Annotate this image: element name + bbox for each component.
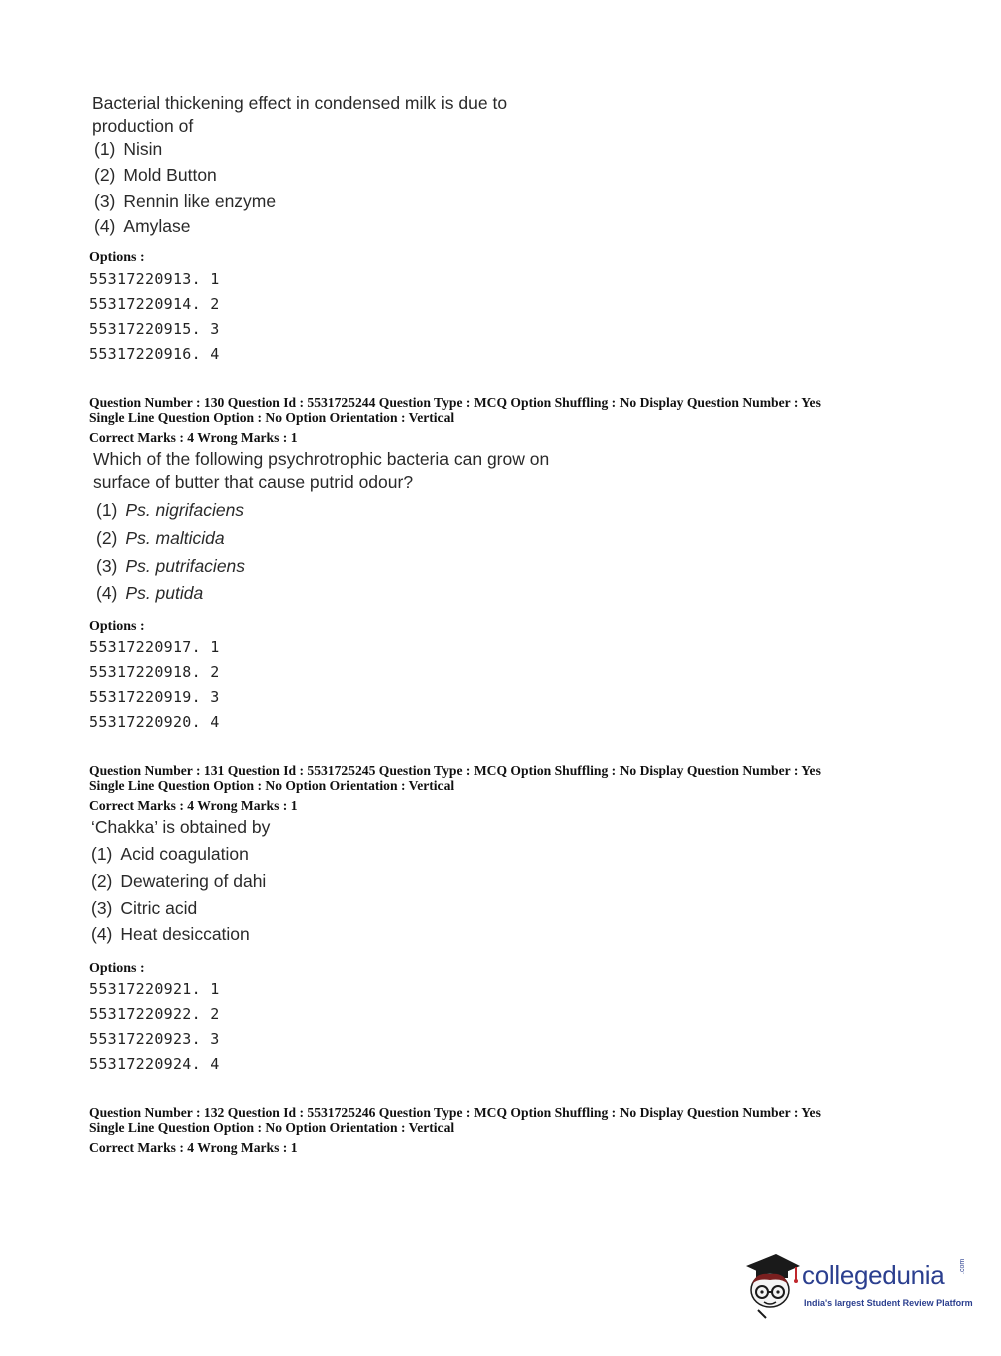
option-code: 55317220915. 3: [89, 320, 220, 338]
question-text: [92, 92, 507, 138]
option-code: 55317220924. 4: [89, 1055, 220, 1073]
answer-option: [91, 844, 249, 865]
option-text: Citric acid: [120, 898, 198, 918]
question-marks: Correct Marks : 4 Wrong Marks : 1: [89, 430, 298, 445]
option-code: 55317220916. 4: [89, 345, 220, 363]
option-text: Mold Button: [123, 165, 217, 185]
option-code: 55317220920. 4: [89, 713, 220, 731]
question-meta: Single Line Question Option : No Option Orientation : Vertical: [89, 410, 455, 425]
option-number: (2): [96, 528, 118, 548]
answer-option: [94, 191, 276, 212]
option-code: 55317220913. 1: [89, 270, 220, 288]
question-meta: Single Line Question Option : No Option Orientation : Vertical: [89, 1120, 455, 1135]
option-text: Ps. putida: [125, 583, 204, 603]
answer-option: [91, 871, 266, 892]
question-meta: Question Number : 132 Question Id : 5531725246 Question Type : MCQ Option Shuffling : No Display Question Number : Yes: [89, 1105, 821, 1120]
collegedunia-logo: [742, 1248, 972, 1320]
option-code: 55317220923. 3: [89, 1030, 220, 1048]
option-code: 55317220914. 2: [89, 295, 220, 313]
option-number: (4): [96, 583, 118, 603]
question-marks: Correct Marks : 4 Wrong Marks : 1: [89, 798, 298, 813]
options-label: Options :: [89, 619, 145, 634]
logo-tagline: India's largest Student Review Platform: [804, 1298, 973, 1308]
option-number: (2): [91, 871, 113, 891]
question-text: [91, 816, 270, 839]
options-label: Options :: [89, 961, 145, 976]
option-text: Ps. nigrifaciens: [125, 500, 245, 520]
answer-option: [96, 556, 245, 577]
option-code: 55317220919. 3: [89, 688, 220, 706]
answer-option: [94, 165, 217, 186]
question-text-line: Which of the following psychrotrophic bacteria can grow on: [93, 449, 550, 469]
option-number: (3): [91, 898, 113, 918]
answer-option: [96, 500, 244, 521]
question-text-line: Bacterial thickening effect in condensed milk is due to: [92, 93, 508, 113]
option-number: (4): [94, 216, 116, 236]
options-label: Options :: [89, 250, 145, 265]
option-text: Dewatering of dahi: [120, 871, 267, 891]
option-text: Nisin: [123, 139, 163, 159]
option-number: (1): [96, 500, 118, 520]
question-marks: Correct Marks : 4 Wrong Marks : 1: [89, 1140, 298, 1155]
question-text: [93, 448, 549, 494]
option-text: Rennin like enzyme: [123, 191, 277, 211]
answer-option: [94, 139, 162, 160]
question-meta: Question Number : 130 Question Id : 5531725244 Question Type : MCQ Option Shuffling : No Display Question Number : Yes: [89, 395, 821, 410]
option-number: (3): [94, 191, 116, 211]
option-text: Amylase: [123, 216, 191, 236]
answer-option: [91, 898, 197, 919]
option-text: Heat desiccation: [120, 924, 250, 944]
option-code: 55317220922. 2: [89, 1005, 220, 1023]
question-meta: Single Line Question Option : No Option Orientation : Vertical: [89, 778, 455, 793]
option-number: (1): [94, 139, 116, 159]
option-code: 55317220917. 1: [89, 638, 220, 656]
option-text: Ps. putrifaciens: [125, 556, 246, 576]
question-text-line: ‘Chakka’ is obtained by: [91, 817, 271, 837]
question-text-line: production of: [92, 116, 194, 136]
option-number: (4): [91, 924, 113, 944]
option-code: 55317220921. 1: [89, 980, 220, 998]
mascot-icon: [742, 1248, 802, 1320]
option-code: 55317220918. 2: [89, 663, 220, 681]
option-number: (1): [91, 844, 113, 864]
answer-option: [96, 528, 225, 549]
option-text: Acid coagulation: [120, 844, 249, 864]
answer-option: [94, 216, 191, 237]
question-text-line: surface of butter that cause putrid odour?: [93, 472, 414, 492]
option-text: Ps. malticida: [125, 528, 225, 548]
answer-option: [96, 583, 203, 604]
answer-option: [91, 924, 250, 945]
logo-suffix: .com: [959, 1258, 966, 1274]
logo-brand: collegedunia: [802, 1260, 945, 1290]
question-meta: Question Number : 131 Question Id : 5531725245 Question Type : MCQ Option Shuffling : No Display Question Number : Yes: [89, 763, 821, 778]
option-number: (3): [96, 556, 118, 576]
option-number: (2): [94, 165, 116, 185]
